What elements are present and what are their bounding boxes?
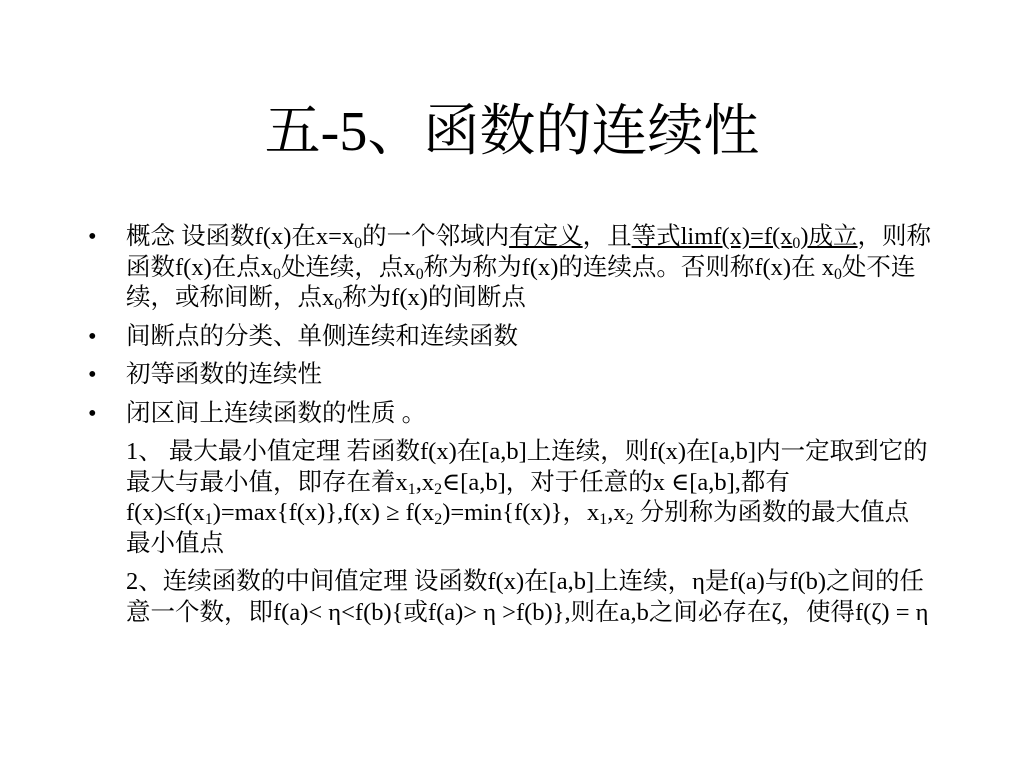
theorem-max-min: 1、 最大最小值定理 若函数f(x)在[a,b]上连续，则f(x)在[a,b]内一定取到它的最大与最小值，即存在着$x_1,x_2\in[a,b]$，对于任意的x ∈[a,b],都有$f(x)\le f(x_1)=\max\{f(x)\},f(x) \ge f(x_2)=\min\{f(x)\}$，$x_1,x_2$ 分别称为函数的最大值点最小值点 bbox=[126, 438, 928, 557]
theorem-intermediate-value: 2、连续函数的中间值定理 设函数f(x)在[a,b]上连续，η是f(a)与f(b)之间的任意一个数，即f(a)< η<f(b){或f(a)> η >f(b)},则在a,b之间必存在ζ，使得f(ζ) = η bbox=[126, 568, 929, 626]
bullet-marker: • bbox=[88, 399, 97, 427]
bullet-concept bbox=[86, 222, 932, 314]
bullet-elementary-functions bbox=[86, 360, 932, 391]
bullet-text: 间断点的分类、单侧连续和连续函数 bbox=[126, 322, 518, 350]
underlined-defined: 有定义 bbox=[509, 223, 583, 250]
bullet-text: 初等函数的连续性 bbox=[126, 361, 322, 388]
bullet-marker: • bbox=[88, 322, 97, 350]
slide-content bbox=[86, 222, 932, 636]
bullet-closed-interval-properties bbox=[86, 399, 932, 430]
bullet-marker: • bbox=[88, 223, 97, 250]
underlined-limit-equation: 等式$\lim f(x)=f(x_0)$成立 bbox=[631, 223, 858, 252]
slide-title: 五-5、函数的连续性 bbox=[264, 101, 760, 163]
bullet-marker: • bbox=[88, 361, 97, 388]
bullet-discontinuity-classification bbox=[86, 322, 932, 353]
concept-text: 概念 设函数f(x)在$x=x_0$的一个邻域内有定义，且等式$\lim f(x)=f(x_0)$成立，则称函数f(x)在点$x_0$处连续，点$x_0$称为称为f(x)的连续点。否则称f(x)在 $x_0$处不连续，或称间断，点$x_0$称为f(x)的间断点 bbox=[126, 223, 932, 313]
bullet-text: 闭区间上连续函数的性质 。 bbox=[126, 399, 427, 427]
